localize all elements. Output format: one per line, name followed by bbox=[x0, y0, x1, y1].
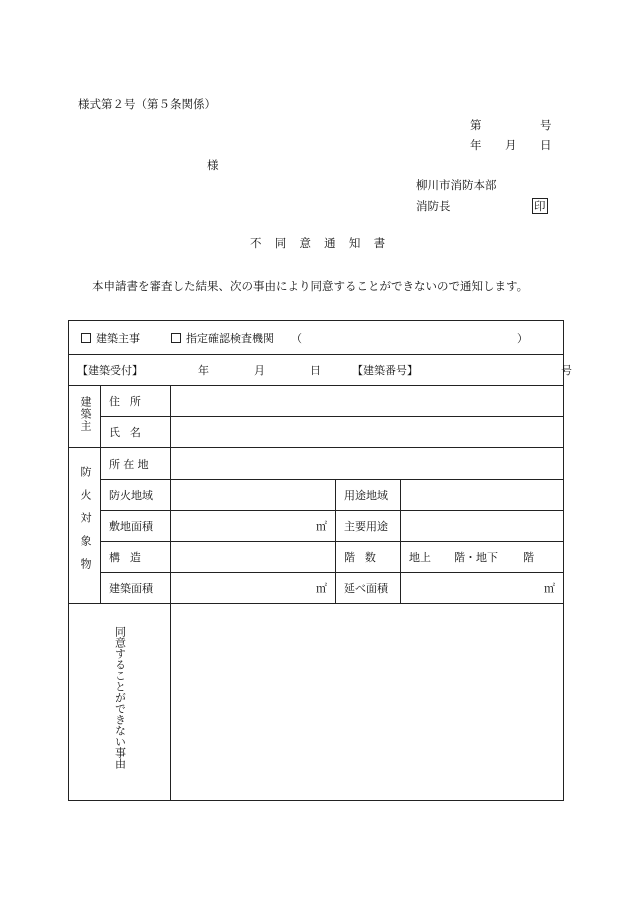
floors-field[interactable] bbox=[401, 542, 564, 573]
receipt-label: 【建築受付】 bbox=[77, 364, 143, 377]
number-prefix: 第 bbox=[470, 118, 482, 132]
floors-above-label: 地上 bbox=[409, 551, 431, 564]
date-month: 月 bbox=[505, 138, 517, 152]
total-floor-area-field[interactable] bbox=[401, 573, 564, 604]
owner-address-label: 住所 bbox=[101, 386, 171, 417]
floors-mid-label: 階・地下 bbox=[454, 551, 498, 564]
date-year: 年 bbox=[470, 138, 482, 152]
owner-group-cell: 建築主 bbox=[69, 386, 101, 448]
form-label: 様式第２号（第５条関係） bbox=[78, 97, 216, 111]
owner-name-label: 氏名 bbox=[101, 417, 171, 448]
reason-label: 同意することができない事由 bbox=[113, 626, 127, 769]
reason-label-cell bbox=[69, 604, 171, 801]
receipt-month: 月 bbox=[254, 364, 265, 377]
building-area-label: 建築面積 bbox=[101, 573, 171, 604]
location-field[interactable] bbox=[171, 448, 564, 480]
issuer-org: 柳川市消防本部 bbox=[416, 178, 497, 192]
owner-name-row bbox=[69, 417, 564, 448]
reason-row bbox=[69, 604, 564, 801]
total-floor-area-label: 延べ面積 bbox=[336, 573, 401, 604]
floors-label: 階数 bbox=[336, 542, 401, 573]
option-agency-label: 指定確認検査機関 bbox=[186, 331, 274, 345]
building-area-field[interactable] bbox=[171, 573, 336, 604]
number-suffix: 号 bbox=[540, 118, 552, 132]
structure-label: 構造 bbox=[101, 542, 171, 573]
structure-field[interactable] bbox=[171, 542, 336, 573]
option-owner-label: 建築主事 bbox=[96, 331, 140, 345]
total-floor-area-unit: ㎡ bbox=[544, 582, 556, 595]
zone-row bbox=[69, 480, 564, 511]
paren-open: （ bbox=[291, 331, 302, 345]
area-row bbox=[69, 573, 564, 604]
date-day: 日 bbox=[540, 138, 552, 152]
body-text: 本申請書を審査した結果、次の事由により同意することができないので通知します。 bbox=[92, 279, 529, 293]
option-row bbox=[69, 321, 564, 355]
fire-zone-field[interactable] bbox=[171, 480, 336, 511]
document-title: 不同意通知書 bbox=[250, 236, 399, 250]
receipt-day: 日 bbox=[310, 364, 321, 377]
object-group-cell: 防火対象物 bbox=[69, 448, 101, 604]
reason-field[interactable] bbox=[171, 604, 564, 801]
site-area-field[interactable] bbox=[171, 511, 336, 542]
site-row bbox=[69, 511, 564, 542]
seal-mark: 印 bbox=[534, 199, 546, 213]
issuer-title: 消防長 bbox=[416, 199, 451, 213]
receipt-row bbox=[69, 355, 564, 386]
building-area-unit: ㎡ bbox=[316, 582, 327, 595]
main-use-label: 主要用途 bbox=[336, 511, 401, 542]
fire-zone-label: 防火地域 bbox=[101, 480, 171, 511]
use-zone-field[interactable] bbox=[401, 480, 564, 511]
owner-name-field[interactable] bbox=[171, 417, 564, 448]
floors-below-label: 階 bbox=[523, 551, 534, 564]
recipient-suffix: 様 bbox=[207, 158, 219, 172]
owner-checkbox[interactable] bbox=[81, 333, 91, 343]
structure-row bbox=[69, 542, 564, 573]
site-area-unit: ㎡ bbox=[316, 520, 327, 533]
receipt-year: 年 bbox=[198, 364, 209, 377]
site-area-label: 敷地面積 bbox=[101, 511, 171, 542]
paren-close: ） bbox=[517, 331, 528, 345]
use-zone-label: 用途地域 bbox=[336, 480, 401, 511]
agency-checkbox[interactable] bbox=[171, 333, 181, 343]
building-no-suffix: 号 bbox=[561, 364, 572, 377]
owner-address-field[interactable] bbox=[171, 386, 564, 417]
building-no-label: 【建築番号】 bbox=[352, 364, 418, 377]
main-use-field[interactable] bbox=[401, 511, 564, 542]
owner-address-row bbox=[69, 386, 564, 417]
location-row bbox=[69, 448, 564, 480]
form-table bbox=[68, 320, 572, 801]
location-label: 所在地 bbox=[101, 448, 171, 480]
